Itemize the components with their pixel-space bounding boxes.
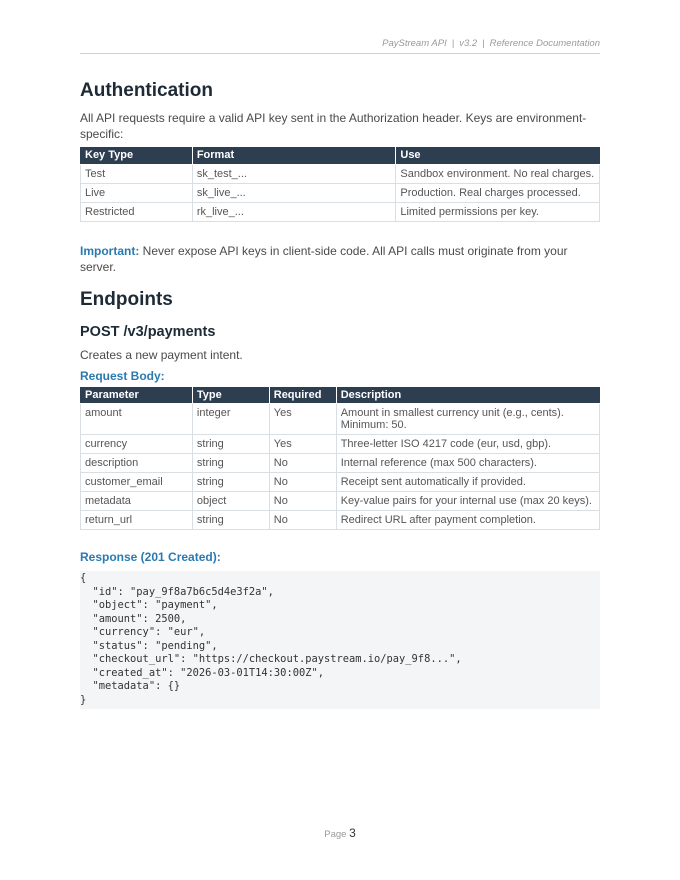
table-row bbox=[81, 183, 600, 202]
column-header: Description bbox=[336, 387, 599, 404]
table-cell: integer bbox=[192, 404, 269, 435]
table-cell: Test bbox=[81, 164, 193, 183]
header-doc-type: Reference Documentation bbox=[489, 38, 600, 49]
table-cell: object bbox=[192, 492, 269, 511]
note-text: Never expose API keys in client-side code. All API calls must originate from your server. bbox=[80, 243, 568, 274]
table-row bbox=[81, 492, 600, 511]
header-version: v3.2 bbox=[459, 38, 478, 49]
table-row bbox=[81, 404, 600, 435]
table-row bbox=[81, 164, 600, 183]
table-cell: customer_email bbox=[81, 473, 193, 492]
table-header-row bbox=[81, 387, 600, 404]
table-cell: Redirect URL after payment completion. bbox=[336, 511, 599, 530]
table-row bbox=[81, 454, 600, 473]
table-cell: metadata bbox=[81, 492, 193, 511]
table-cell: Restricted bbox=[81, 202, 193, 221]
column-header: Type bbox=[192, 387, 269, 404]
table-cell: return_url bbox=[81, 511, 193, 530]
table-cell: rk_live_... bbox=[192, 202, 396, 221]
table-cell: sk_test_... bbox=[192, 164, 396, 183]
response-label: Response (201 Created): bbox=[80, 550, 221, 564]
table-cell: string bbox=[192, 454, 269, 473]
table-cell: Yes bbox=[269, 435, 336, 454]
auth-heading: Authentication bbox=[80, 80, 213, 101]
table-cell: No bbox=[269, 473, 336, 492]
table-cell: currency bbox=[81, 435, 193, 454]
table-cell: Sandbox environment. No real charges. bbox=[396, 164, 600, 183]
table-cell: Key-value pairs for your internal use (max 20 keys). bbox=[336, 492, 599, 511]
table-cell: No bbox=[269, 511, 336, 530]
request-body-label: Request Body: bbox=[80, 368, 165, 383]
page-content bbox=[80, 80, 600, 709]
table-cell: Production. Real charges processed. bbox=[396, 183, 600, 202]
table-cell: Internal reference (max 500 characters). bbox=[336, 454, 599, 473]
header-product: PayStream API bbox=[382, 38, 447, 49]
header-separator: | bbox=[451, 38, 455, 49]
table-cell: Receipt sent automatically if provided. bbox=[336, 473, 599, 492]
table-header-row bbox=[81, 147, 600, 164]
column-header: Format bbox=[192, 147, 396, 164]
header-separator: | bbox=[482, 38, 485, 49]
table-cell: description bbox=[81, 454, 193, 473]
response-code-block: { "id": "pay_9f8a7b6c5d4e3f2a", "object": "payment", "amount": 2500, "currency": "eur", "status": "pending", "checkout_url": "https://checkout.paystream.io/pay_9f8...", "created_at": "2026-03-01T14:30:00Z", "metadata": {} } bbox=[80, 571, 600, 709]
column-header: Parameter bbox=[81, 387, 193, 404]
page-label: Page bbox=[324, 829, 347, 840]
table-row bbox=[81, 435, 600, 454]
table-cell: No bbox=[269, 454, 336, 473]
endpoint-title: POST /v3/payments bbox=[80, 323, 216, 340]
table-cell: No bbox=[269, 492, 336, 511]
table-cell: Live bbox=[81, 183, 193, 202]
page-footer bbox=[0, 826, 680, 840]
endpoints-heading: Endpoints bbox=[80, 288, 173, 310]
auth-intro: All API requests require a valid API key sent in the Authorization header. Keys are environment-specific: bbox=[80, 111, 587, 141]
table-row bbox=[81, 202, 600, 221]
table-cell: string bbox=[192, 473, 269, 492]
endpoint-description: Creates a new payment intent. bbox=[80, 347, 243, 362]
table-cell: Amount in smallest currency unit (e.g., cents). Minimum: 50. bbox=[336, 404, 599, 435]
table-cell: amount bbox=[81, 404, 193, 435]
page-number: 3 bbox=[349, 826, 356, 840]
table-cell: Three-letter ISO 4217 code (eur, usd, gbp). bbox=[336, 435, 599, 454]
table-cell: Limited permissions per key. bbox=[396, 202, 600, 221]
important-note bbox=[80, 243, 600, 275]
request-params-table bbox=[80, 387, 600, 531]
column-header: Required bbox=[269, 387, 336, 404]
column-header: Key Type bbox=[81, 147, 193, 164]
table-row bbox=[81, 511, 600, 530]
table-row bbox=[81, 473, 600, 492]
column-header: Use bbox=[396, 147, 600, 164]
table-cell: sk_live_... bbox=[192, 183, 396, 202]
note-label: Important: bbox=[80, 243, 140, 258]
key-types-table bbox=[80, 147, 600, 222]
table-cell: string bbox=[192, 511, 269, 530]
running-header bbox=[80, 38, 600, 54]
table-cell: string bbox=[192, 435, 269, 454]
table-cell: Yes bbox=[269, 404, 336, 435]
